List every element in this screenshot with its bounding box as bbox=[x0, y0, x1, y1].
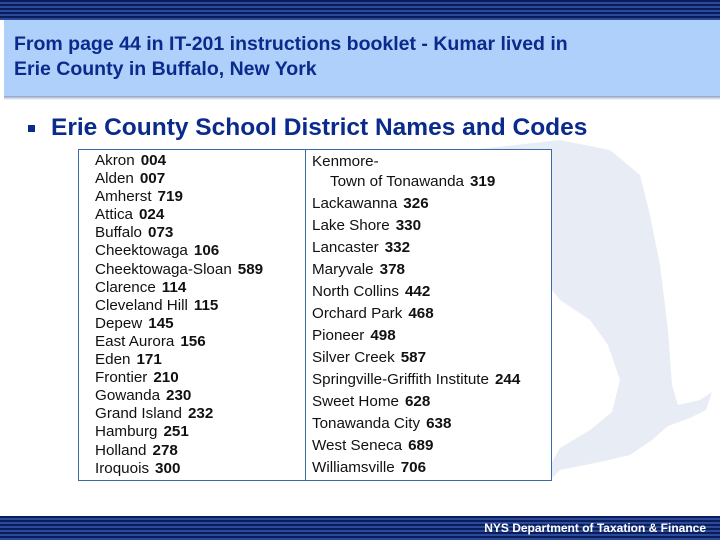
district-name: Kenmore- bbox=[312, 153, 379, 170]
district-code: 719 bbox=[157, 188, 183, 206]
district-name: Lancaster bbox=[312, 239, 379, 256]
district-entry bbox=[95, 170, 263, 188]
district-code: 004 bbox=[140, 152, 167, 169]
district-name: Maryvale bbox=[312, 261, 374, 278]
district-entry bbox=[95, 333, 263, 351]
bullet-row bbox=[28, 112, 587, 144]
district-entry bbox=[95, 423, 263, 441]
district-entry bbox=[312, 193, 520, 215]
district-name: Depew bbox=[95, 314, 143, 332]
district-code: 706 bbox=[400, 459, 427, 476]
district-code: 589 bbox=[237, 260, 264, 278]
district-name: Clarence bbox=[95, 278, 156, 296]
district-code: 326 bbox=[403, 195, 429, 212]
district-entry bbox=[95, 188, 263, 206]
district-entry bbox=[312, 325, 520, 347]
district-name: Hamburg bbox=[95, 423, 158, 441]
district-name: Attica bbox=[95, 206, 133, 224]
district-name: Lake Shore bbox=[312, 217, 390, 234]
district-name: Holland bbox=[95, 441, 147, 459]
district-code: 498 bbox=[370, 327, 396, 344]
district-code: 171 bbox=[136, 351, 162, 369]
district-code: 332 bbox=[384, 239, 411, 256]
district-code: 319 bbox=[469, 173, 496, 190]
district-name: Buffalo bbox=[95, 224, 143, 242]
footer-agency-name: NYS Department of Taxation & Finance bbox=[484, 521, 706, 535]
district-entry bbox=[312, 435, 520, 457]
district-entry bbox=[95, 405, 263, 423]
district-code: 156 bbox=[180, 332, 206, 350]
district-name: West Seneca bbox=[312, 437, 403, 454]
district-code: 689 bbox=[408, 437, 434, 454]
district-entry bbox=[312, 281, 520, 303]
district-code: 115 bbox=[193, 296, 219, 314]
district-codes-table bbox=[78, 149, 552, 481]
district-code: 628 bbox=[404, 393, 431, 410]
district-entry bbox=[95, 351, 263, 369]
district-code: 378 bbox=[379, 261, 405, 278]
district-name: Cheektowaga bbox=[95, 242, 188, 260]
slide-title-line-2: Erie County in Buffalo, New York bbox=[14, 58, 317, 80]
district-code: 073 bbox=[148, 224, 174, 242]
district-code: 024 bbox=[138, 206, 165, 224]
district-entry bbox=[312, 413, 520, 435]
district-name: Cheektowaga-Sloan bbox=[95, 260, 232, 278]
district-entry bbox=[95, 224, 263, 242]
district-entry bbox=[312, 237, 520, 259]
district-entry bbox=[95, 152, 263, 170]
district-name: Alden bbox=[95, 170, 134, 188]
district-code: 638 bbox=[426, 415, 452, 432]
district-name: Frontier bbox=[95, 369, 148, 387]
district-name: Akron bbox=[95, 152, 135, 169]
district-entry-kenmore bbox=[312, 153, 520, 171]
district-name: Tonawanda City bbox=[312, 415, 421, 432]
district-code: 442 bbox=[404, 283, 431, 300]
slide-title-line-1: From page 44 in IT-201 instructions booklet - Kumar lived in bbox=[14, 33, 568, 55]
district-name: Cleveland Hill bbox=[95, 296, 188, 314]
district-name: Pioneer bbox=[312, 327, 365, 344]
district-name: Town of Tonawanda bbox=[330, 173, 464, 190]
district-entry bbox=[95, 460, 263, 478]
district-code: 587 bbox=[400, 349, 427, 366]
district-entry bbox=[95, 206, 263, 224]
district-entry bbox=[312, 347, 520, 369]
district-entry bbox=[312, 457, 520, 479]
district-name: Springville-Griffith Institute bbox=[312, 371, 489, 388]
district-code: 230 bbox=[166, 387, 192, 405]
district-entry bbox=[95, 387, 263, 405]
district-entry bbox=[95, 442, 263, 460]
district-code: 145 bbox=[148, 314, 174, 332]
district-entry bbox=[95, 279, 263, 297]
district-entry bbox=[95, 297, 263, 315]
district-name: North Collins bbox=[312, 283, 399, 300]
district-entry bbox=[95, 261, 263, 279]
district-code: 330 bbox=[395, 217, 422, 234]
district-column-left bbox=[95, 152, 263, 478]
district-name: Orchard Park bbox=[312, 305, 403, 322]
district-name: Amherst bbox=[95, 188, 152, 206]
district-entry bbox=[312, 259, 520, 281]
district-entry bbox=[95, 315, 263, 333]
district-code: 300 bbox=[155, 459, 181, 477]
district-code: 244 bbox=[494, 371, 521, 388]
district-name: Lackawanna bbox=[312, 195, 398, 212]
district-entry bbox=[312, 391, 520, 413]
district-column-right bbox=[312, 153, 520, 479]
district-code: 007 bbox=[139, 170, 166, 188]
district-entry bbox=[95, 369, 263, 387]
district-name: Gowanda bbox=[95, 387, 161, 405]
district-name: Iroquois bbox=[95, 459, 150, 477]
district-name: Williamsville bbox=[312, 459, 395, 476]
district-name: Sweet Home bbox=[312, 393, 399, 410]
column-divider bbox=[305, 150, 306, 480]
district-entry bbox=[312, 215, 520, 237]
district-entry-kenmore-continued bbox=[312, 171, 520, 193]
district-name: Silver Creek bbox=[312, 349, 395, 366]
district-name: East Aurora bbox=[95, 332, 175, 350]
district-code: 210 bbox=[153, 369, 179, 387]
section-heading: Erie County School District Names and Codes bbox=[51, 114, 588, 141]
district-entry bbox=[312, 369, 520, 391]
district-code: 232 bbox=[187, 405, 214, 423]
district-code: 251 bbox=[163, 423, 189, 441]
district-code: 278 bbox=[152, 441, 178, 459]
district-code: 106 bbox=[193, 242, 220, 260]
district-code: 468 bbox=[408, 305, 434, 322]
square-bullet-icon bbox=[28, 125, 35, 132]
district-entry bbox=[312, 303, 520, 325]
district-entry bbox=[95, 242, 263, 260]
district-code: 114 bbox=[161, 278, 187, 296]
district-name: Grand Island bbox=[95, 405, 182, 423]
district-name: Eden bbox=[95, 351, 131, 369]
